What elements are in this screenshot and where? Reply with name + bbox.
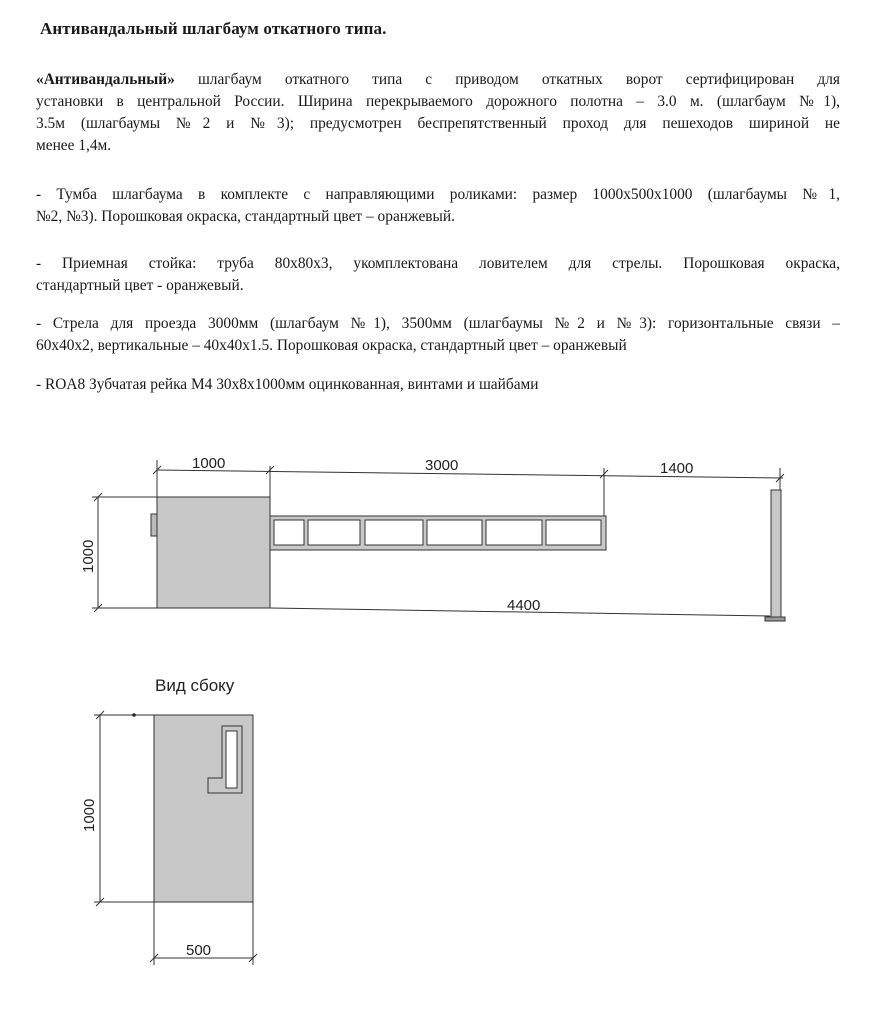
intro-line-3: 3.5м (шлагбаумы №2 и №3); предусмотрен беспрепятственный проход для пешеходов шириной не — [36, 115, 840, 132]
dim-cabinet-width: 1000 — [192, 455, 226, 472]
intro-line-4: менее 1,4м. — [36, 137, 112, 154]
receiver-post — [771, 490, 781, 617]
dim-side-width: 500 — [186, 942, 212, 959]
arm-cell-1 — [274, 520, 304, 545]
dim-side-height: 1000 — [81, 798, 98, 832]
side-slot-inner — [226, 731, 237, 788]
item-arm-line-1: - Стрела для проезда 3000мм (шлагбаум №1), 3500мм (шлагбаумы №2 и №3): горизонтальные связи – — [36, 315, 840, 332]
item-receiver-line-1: - Приемная стойка: труба 80х80х3, укомплектована ловителем для стрелы. Порошковая окраска, — [36, 255, 840, 272]
dim-passage: 1400 — [660, 460, 694, 477]
dim-total: 4400 — [507, 597, 541, 614]
arm-cell-6 — [546, 520, 601, 545]
item-receiver-line-2: стандартный цвет - оранжевый. — [36, 277, 244, 294]
intro-line-1-rest: шлагбаум откатного типа с приводом откатных ворот сертифицирован для — [174, 71, 840, 88]
item-arm-line-2: 60х40х2, вертикальные – 40х40х1.5. Порошковая окраска, стандартный цвет – оранжевый — [36, 337, 627, 354]
cabinet-side-plate — [151, 514, 157, 536]
receiver-post-base — [765, 617, 785, 621]
cabinet — [157, 497, 270, 608]
item-cabinet-line-1: - Тумба шлагбаума в комплекте с направляющими роликами: размер 1000х500х1000 (шлагбаумы №1, — [36, 186, 840, 203]
arm-cell-3 — [365, 520, 423, 545]
arm-cell-2 — [308, 520, 360, 545]
dim-arm-length: 3000 — [425, 457, 459, 474]
intro-lead: «Антивандальный» — [36, 71, 175, 88]
intro-line-2: установки в центральной России. Ширина перекрываемого дорожного полотна – 3.0 м. (шлагбаум №1), — [36, 93, 840, 110]
side-view — [94, 711, 257, 965]
front-view — [92, 460, 785, 621]
marker-dot — [132, 713, 136, 717]
document-title: Антивандальный шлагбаум откатного типа. — [40, 19, 387, 38]
arm-cell-4 — [427, 520, 482, 545]
dim-front-height: 1000 — [80, 539, 97, 573]
item-cabinet-line-2: №2, №3). Порошковая окраска, стандартный цвет – оранжевый. — [36, 208, 455, 225]
arm-cell-5 — [486, 520, 542, 545]
side-view-title: Вид сбоку — [155, 676, 235, 695]
item-rack-line-1: - ROA8 Зубчатая рейка М4 30х8х1000мм оцинкованная, винтами и шайбами — [36, 376, 539, 393]
